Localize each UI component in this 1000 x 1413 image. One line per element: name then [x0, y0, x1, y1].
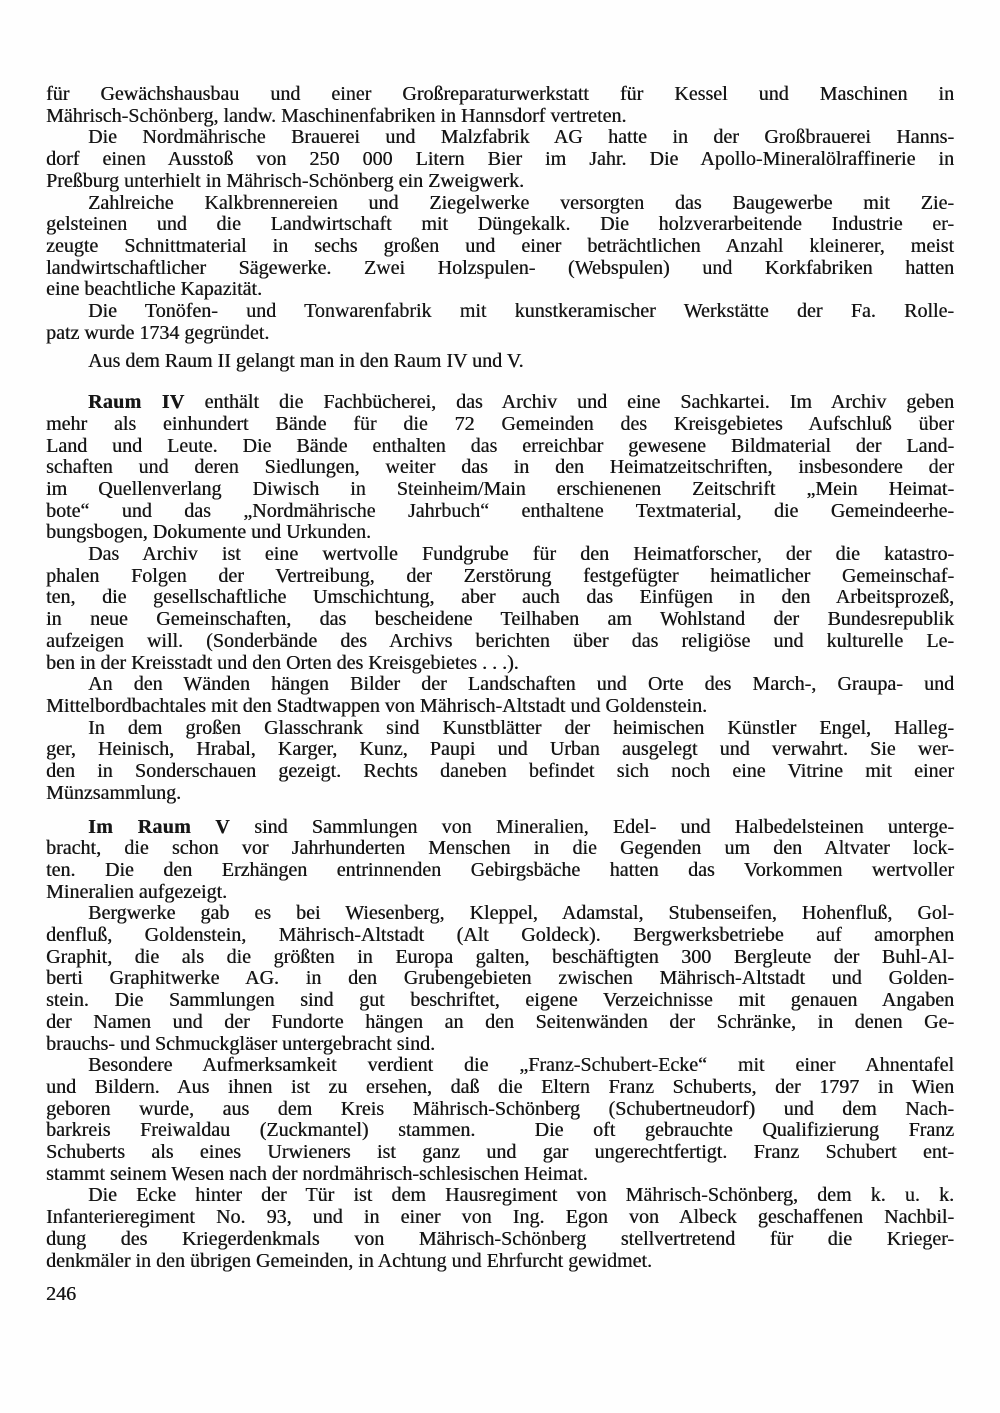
text-line: für Gewächshausbau und einer Großreparaturwerkstatt für Kessel und Maschinen in — [46, 83, 954, 105]
text-line: In dem großen Glasschrank sind Kunstblätter der heimischen Künstler Engel, Halleg- — [88, 716, 954, 739]
text-line: schaften und deren Siedlungen, weiter das in den Heimatzeitschriften, insbesondere der — [46, 456, 954, 479]
text-line: ten, die gesellschaftliche Umschichtung, aber auch das Einfügen in den Arbeitsprozeß, — [46, 586, 954, 609]
text-line: Die Ecke hinter der Tür ist dem Hausregiment von Mährisch-Schönberg, dem k. u. k. — [88, 1184, 954, 1207]
text-line: Mineralien aufgezeigt. — [46, 880, 228, 903]
text-line: Die Nordmährische Brauerei und Malzfabrik AG hatte in der Großbrauerei Hanns- — [88, 126, 954, 149]
paragraph — [46, 392, 954, 544]
text-line: den in Sonderschauen gezeigt. Rechts daneben befindet sich noch eine Vitrine mit einer — [46, 760, 954, 783]
text-line: mehr als einhundert Bände für die 72 Gemeinden des Kreisgebietes Aufschluß über — [46, 412, 954, 435]
paragraph — [46, 127, 954, 192]
text-line: in neue Gemeinschaften, das bescheidene Teilhaben am Wohlstand der Bundesrepublik — [46, 608, 954, 631]
text-line: Infanterieregiment No. 93, und in einer von Ing. Egon von Albeck geschaffenen Nachbil- — [46, 1206, 954, 1229]
text-line: denkmäler in den übrigen Gemeinden, in Achtung und Ehrfurcht gewidmet. — [46, 1249, 652, 1272]
text-line: denfluß, Goldenstein, Mährisch-Altstadt (Alt Goldeck). Bergwerksbetriebe auf amorphen — [46, 924, 954, 947]
text-line: gelsteinen und die Landwirtschaft mit Düngekalk. Die holzverarbeitende Industrie er- — [46, 213, 954, 236]
text-line: Preßburg unterhielt in Mährisch-Schönberg ein Zweigwerk. — [46, 169, 525, 192]
paragraph — [46, 544, 954, 674]
text-line: eine beachtliche Kapazität. — [46, 278, 262, 301]
text-line: Zahlreiche Kalkbrennereien und Ziegelwerke versorgten das Baugewerbe mit Zie- — [88, 191, 954, 214]
text-line: ben in der Kreisstadt und den Orten des Kreisgebietes . . .). — [46, 651, 519, 674]
text-line: Schuberts als eines Urwieners ist ganz und gar ungerechtfertigt. Franz Schubert ent- — [46, 1141, 954, 1164]
text-line: im Quellenverlang Diwisch in Steinheim/Main erschienenen Zeitschrift „Mein Heimat- — [46, 477, 954, 500]
text-line: bungsbogen, Dokumente und Urkunden. — [46, 521, 371, 544]
text-line: und Bildern. Aus ihnen ist zu ersehen, daß die Eltern Franz Schuberts, der 1797 in Wien — [46, 1075, 954, 1098]
text-line: dung des Kriegerdenkmals von Mährisch-Schönberg stellvertretend für die Krieger- — [46, 1227, 954, 1250]
text-line: Mittelbordbachtales mit den Stadtwappen von Mährisch-Altstadt und Goldenstein. — [46, 694, 707, 717]
text-line: Im Raum V sind Sammlungen von Mineralien, Edel- und Halbedelsteinen unterge- — [88, 815, 954, 838]
text-line: bote“ und das „Nordmährische Jahrbuch“ enthaltene Textmaterial, die Gemeindeerhe- — [46, 499, 954, 522]
run-in-heading: Raum IV — [88, 391, 185, 414]
paragraph — [46, 718, 954, 805]
text-line: phalen Folgen der Vertreibung, der Zerstörung festgefügter heimatlicher Gemeinschaf- — [46, 564, 954, 587]
text-line: Raum IV enthält die Fachbücherei, das Archiv und eine Sachkartei. Im Archiv geben — [88, 391, 954, 414]
text-line: der Namen und der Fundorte hängen an den Seitenwänden der Schränke, in denen Ge- — [46, 1010, 954, 1033]
text-line: Mährisch-Schönberg, landw. Maschinenfabriken in Hannsdorf vertreten. — [46, 104, 627, 127]
text-line: An den Wänden hängen Bilder der Landschaften und Orte des March-, Graupa- und — [88, 673, 954, 696]
text-line: stein. Die Sammlungen sind gut beschriftet, eigene Verzeichnisse mit genauen Angaben — [46, 989, 954, 1012]
text-line: brauchs- und Schmuckgläser untergebracht sind. — [46, 1032, 435, 1055]
text-block — [46, 84, 954, 1272]
text-line: Graphit, die als die größten in Europa galten, beschäftigten 300 Bergleute der Buhl-Al- — [46, 945, 954, 968]
paragraph — [46, 301, 954, 344]
text-line: Aus dem Raum II gelangt man in den Raum IV und V. — [88, 350, 524, 373]
paragraph — [46, 674, 954, 717]
paragraph — [46, 351, 954, 373]
paragraph — [46, 1185, 954, 1272]
paragraph — [46, 193, 954, 302]
text-line: Das Archiv ist eine wertvolle Fundgrube für den Heimatforscher, der die katastro- — [88, 543, 954, 566]
text-line: ten. Die den Erzhängen entrinnenden Gebirgsbäche hatten das Vorkommen wertvoller — [46, 858, 954, 881]
text-line: Münzsammlung. — [46, 781, 181, 804]
text-line: dorf einen Ausstoß von 250 000 Litern Bier im Jahr. Die Apollo-Mineralölraffinerie in — [46, 148, 954, 171]
text-line: zeugte Schnittmaterial in sechs großen und einer beträchtlichen Anzahl kleinerer, meist — [46, 234, 954, 257]
text-line: ger, Heinisch, Hrabal, Karger, Kunz, Paupi und Urban ausgelegt und verwahrt. Sie wer- — [46, 738, 954, 761]
text-line: Bergwerke gab es bei Wiesenberg, Kleppel, Adamstal, Stubenseifen, Hohenfluß, Gol- — [88, 902, 954, 925]
text-line: Besondere Aufmerksamkeit verdient die „Franz-Schubert-Ecke“ mit einer Ahnentafel — [88, 1054, 954, 1077]
text-line: patz wurde 1734 gegründet. — [46, 321, 270, 344]
text-line: landwirtschaftlicher Sägewerke. Zwei Holzspulen- (Webspulen) und Korkfabriken hatten — [46, 256, 954, 279]
paragraph — [46, 1055, 954, 1185]
paragraph — [46, 84, 954, 127]
text-line: bracht, die schon vor Jahrhunderten Menschen in die Gegenden um den Altvater lock- — [46, 837, 954, 860]
text-line: berti Graphitwerke AG. in den Grubengebieten zwischen Mährisch-Altstadt und Golden- — [46, 967, 954, 990]
run-in-heading: Im Raum V — [88, 815, 230, 838]
paragraph — [46, 817, 954, 904]
text-line: Land und Leute. Die Bände enthalten das erreichbar gewesene Bildmaterial der Land- — [46, 434, 954, 457]
text-line: geboren wurde, aus dem Kreis Mährisch-Schönberg (Schubertneudorf) und dem Nach- — [46, 1097, 954, 1120]
text-line: stammt seinem Wesen nach der nordmährisch-schlesischen Heimat. — [46, 1162, 588, 1185]
text-line: Die Tonöfen- und Tonwarenfabrik mit kunstkeramischer Werkstätte der Fa. Rolle- — [88, 300, 954, 323]
text-line: aufzeigen will. (Sonderbände des Archivs berichten über das religiöse und kulturelle Le- — [46, 629, 954, 652]
text-line: barkreis Freiwaldau (Zuckmantel) stammen. Die oft gebrauchte Qualifizierung Franz — [46, 1119, 954, 1142]
paragraph — [46, 903, 954, 1055]
page-number: 246 — [46, 1283, 76, 1305]
